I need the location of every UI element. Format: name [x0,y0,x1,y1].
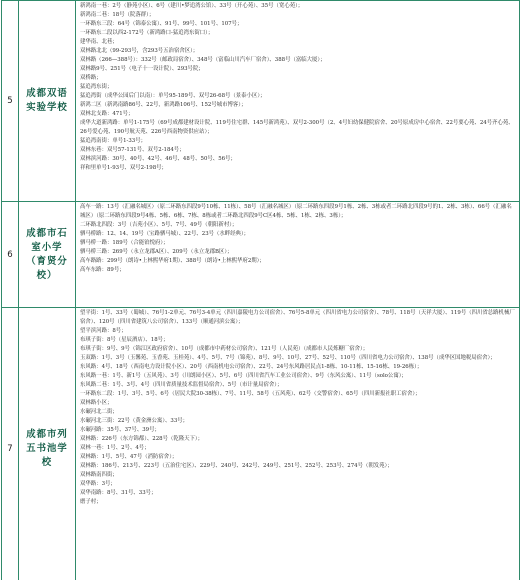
address-line: 猛追湾街（成华公园后门以南）：单号95-189号、双号26-68号（景泰小区）； [80,93,266,99]
address-line: 驷马桥路：12、14、19号（宝路驷马城）、22号、23号（水畔经典）； [80,231,250,237]
address-cell [76,1,520,202]
address-line: 高车东路：89号； [80,267,125,273]
address-line: 祥和里单号1-93号、双号2-198号； [80,165,167,171]
school-name-cell [19,202,76,308]
address-line: 双林路：186号、213号、223号（五治住宅区）、229号、240号、242号、249号、251号、252号、253号、274号（朝发苑）； [80,463,393,469]
address-line: 双林路（266—388号）：332号（邮政局宿舍）、348号（富临山川汽车厂宿舍）、388号（富临大厦）； [80,57,326,63]
address-line: 成华大道新鸿路：单号1-175号（69号成都建材设计院、119号住宅群、145号新鸿苑）、双号2-300号（2、4号妇幼保健院宿舍、20号原成房中心宿舍、22号要心苑、24号齐心苑、26号爱心苑、190号航天苑、226号西南物资供应站）； [80,120,514,135]
address-line: 双林滨河路：30号、40号、42号、46号、48号、50号、56号； [80,156,236,162]
school-name: 成都市石室小学（育贤分校） [26,227,68,281]
address-line: 新鸿南一巷：2号（静苑小区）、6号（建川•梦追湾公馆）、33号（开心苑）、35号（宽心苑）； [80,3,304,9]
address-line: 布琪子街：9号、9号（锦江区政府宿舍）、10号（成都市中药材公司宿舍）、121号（人民苑）（成都市人民炼糖厂宿舍）； [80,346,369,352]
address-line: 玉双路：1号、3号（玉馨苑、玉香苑、玉桂苑）、4号、5号、7号（锦苑）、8号、9号、10号、27号、52号、110号（四川省电力公司宿舍）、138号（成华区国地税局宿舍）； [80,355,496,361]
address-line: 双林路：226号（东方锦都）、228号（乾隆天下）； [80,436,203,442]
address-line: 一环路东二段以西2-172号（新鸿路口-猛追湾东街口）； [80,30,214,36]
school-name: 成都双语实验学校 [26,88,68,113]
address-line: 双林路9号、251号（电子十一设计院）、293号院； [80,66,204,72]
address-line: 猛追湾东街； [80,84,113,90]
school-name-cell [19,1,76,202]
school-name-cell [19,308,76,580]
address-line: 布琪子街：8号（星辰酒店）、18号； [80,337,169,343]
address-line: 猛追湾南街：单号1-33号； [80,138,147,144]
address-line: 水碾河路：35号、37号、39号； [80,427,160,433]
address-line: 高车路路：299号（朗诗•上林熙华府1期）、388号（朗诗•上林熙华府2期）； [80,258,265,264]
address-line: 双林路：1号、5号、47号（消防宿舍）； [80,454,178,460]
address-line: 望平街：1号、33号（蜀城）、76号1-2单元、76号3-4单元（四川嘉陵电力公司宿舍）、76号5-8单元（四川省电力公司宿舍）、78号、118号（天祥大厦）、119号（四川省总路机械厂宿舍）、120号（四川省建筑八公司宿舍）、133号（顺通河滨公寓）； [80,310,515,325]
address-line: 双林路北北（99-293号，含293号五治宿舍区）； [80,48,199,54]
address-line: 磨子村； [80,499,102,505]
address-line: 双林东巷：双号57-131号、双号2-184号； [80,147,185,153]
address-line: 东风路：4号、18号（西南电力设计院小区）、20号（西南机电公司宿舍）、22号、24号东风路居民点1-8栋、10-11栋、15-16栋、19-26栋）； [80,364,423,370]
row-number: 6 [2,202,19,308]
address-line: 双林路小区； [80,400,113,406]
address-line: 双林路南四街； [80,472,118,478]
address-line: 新鸿二区（新鸿南路86号、22号，新鸿路106号、152号城市博客）； [80,102,247,108]
address-line: 水碾河北二街； [80,409,118,415]
address-line: 望平滨河路：8号； [80,328,127,334]
address-line: 驷马桥一路：189号（合能铂悦府）； [80,240,169,246]
table-row [2,1,520,202]
row-number: 7 [2,308,19,580]
address-line: 东风路二巷：1号、3号、4号（四川省质量技术监督局宿舍）、5号（市计量局宿舍）； [80,382,283,388]
row-number: 5 [2,1,19,202]
address-line: 二环路北四段：3号（吉苑小区）、5号、7号、49号（朝阳新村）； [80,222,238,228]
address-line: 双华路：3号； [80,481,116,487]
address-line: 驷马桥三路：269号（永立龙郡A区）、209号（永立龙郡B区）； [80,249,233,255]
address-line: 一环路东二段：1号、3号、5号、6号（居民大院30-38栋）、7号、11号、58号（五风苑）、62号（交警宿舍）、65号（四川新报社职工宿舍）； [80,391,421,397]
address-line: 新鸿南二巷：18号（院落群）； [80,12,155,18]
address-line: 双林一巷：1号、2号、4号； [80,445,150,451]
address-line: 建华南、北巷； [80,39,118,45]
table-row [2,308,520,580]
address-line: 双林北支路：471号； [80,111,134,117]
table-row [2,202,520,308]
address-line: 水碾河北三街：22号（黄金洲公寓）、33号； [80,418,189,424]
address-line: 一环路东三段：64号（锦泰公寓）、91号、99号、101号、107号； [80,21,243,27]
address-line: 东风路一巷：1号、新1号（五风苑）、3号（川朗园小区）、5号、6号（四川省汽车工业公司宿舍）、9号（东风公寓）、11号（solo公寓）； [80,373,407,379]
school-name: 成都市列五书池学校 [26,429,68,468]
address-line: 双桥路； [80,75,102,81]
address-cell [76,202,520,308]
address-line: 高车一路：13号（汇融名城区）（原二环路东四段9号10栋、11栋）、58号（汇融名城区）（原二环路东四段9号1栋、2栋、3栋或者二环路北四段9号的1、2栋、3栋）、66号（汇融名城区）（原二环路东四段9号4栋、5栋、6栋、7栋、8栋或者二环路北四段9号C区4栋、5栋、1栋、2栋、3栋）； [80,204,512,219]
address-cell [76,308,520,580]
school-district-table [1,0,520,580]
address-line: 双华南路：8号、31号、33号； [80,490,157,496]
